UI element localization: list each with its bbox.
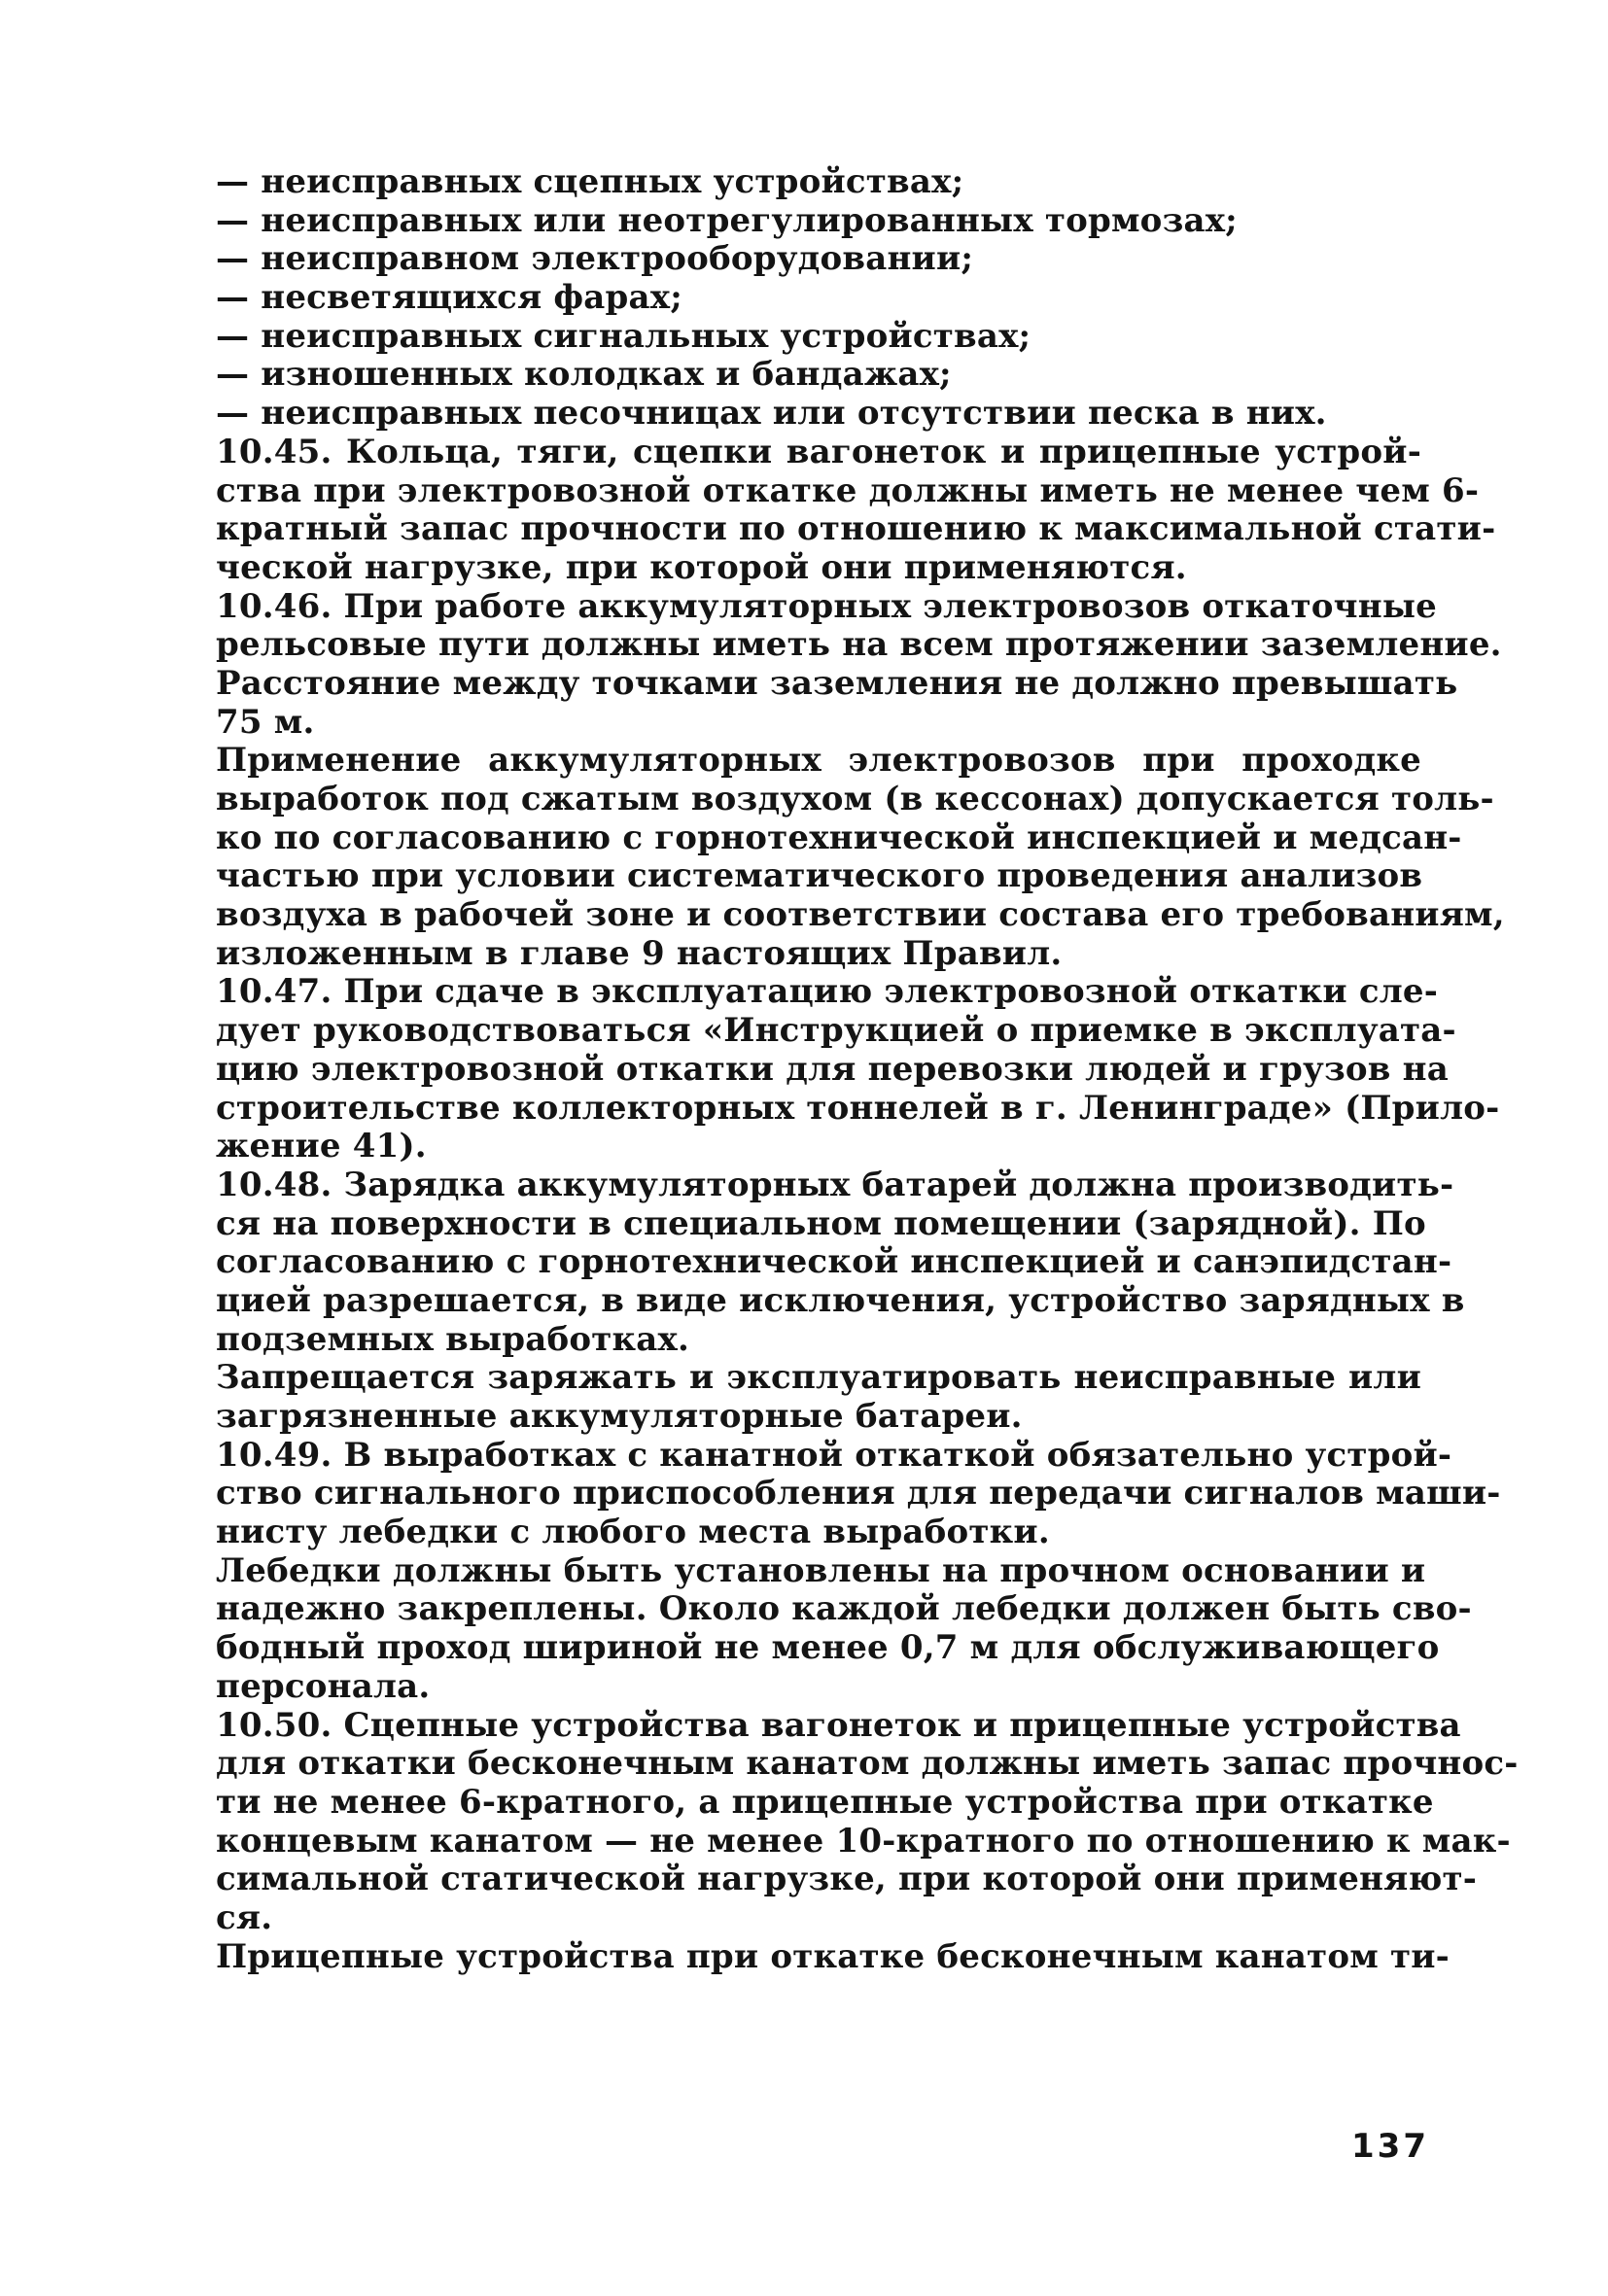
text-line: — неисправных сигнальных устройствах; bbox=[216, 316, 1031, 356]
text-line: рельсовые пути должны иметь на всем протяжении заземление. bbox=[216, 625, 1502, 665]
text-line: персонала. bbox=[216, 1666, 431, 1706]
text-line: выработок под сжатым воздухом (в кессонах) допускается толь- bbox=[216, 780, 1494, 818]
text-line: ся на поверхности в специальном помещении (зарядной). По bbox=[216, 1203, 1426, 1243]
text-line: нисту лебедки с любого места выработки. bbox=[216, 1513, 1050, 1552]
text-line: загрязненные аккумуляторные батареи. bbox=[216, 1397, 1023, 1436]
text-line: для откатки бесконечным канатом должны иметь запас прочнос- bbox=[216, 1744, 1519, 1784]
section-10-50-heading-line: 10.50. Сцепные устройства вагонеток и прицепные устройства bbox=[216, 1705, 1461, 1745]
text-line: — неисправных сцепных устройствах; bbox=[216, 162, 964, 201]
section-10-46-heading-line: 10.46. При работе аккумуляторных электровозов откаточные bbox=[216, 586, 1437, 626]
text-line: Лебедки должны быть установлены на прочном основании и bbox=[216, 1550, 1426, 1590]
text-line: Запрещается заряжать и эксплуатировать неисправные или bbox=[216, 1358, 1421, 1398]
page-number: 137 bbox=[1351, 2127, 1429, 2166]
text-line: цию электровозной откатки для перевозки людей и грузов на bbox=[216, 1049, 1449, 1089]
text-line: надежно закреплены. Около каждой лебедки должен быть сво- bbox=[216, 1589, 1472, 1629]
text-line: дует руководствоваться «Инструкцией о приемке в эксплуата- bbox=[216, 1011, 1456, 1051]
text-line: жение 41). bbox=[216, 1127, 427, 1166]
text-line: — неисправных или неотрегулированных тормозах; bbox=[216, 200, 1238, 240]
text-line: — неисправном электрооборудовании; bbox=[216, 239, 974, 279]
text-line: кратный запас прочности по отношению к максимальной стати- bbox=[216, 509, 1496, 549]
section-10-47-heading-line: 10.47. При сдаче в эксплуатацию электровозной откатки сле- bbox=[216, 972, 1439, 1012]
text-line: частью при условии систематического проведения анализов bbox=[216, 856, 1423, 896]
text-line: цией разрешается, в виде исключения, устройство зарядных в bbox=[216, 1280, 1465, 1320]
text-line: 75 м. bbox=[216, 702, 315, 742]
section-10-45-heading-line: 10.45. Кольца, тяги, сцепки вагонеток и прицепные устрой- bbox=[216, 432, 1421, 471]
text-line: симальной статической нагрузке, при которой они применяют- bbox=[216, 1860, 1478, 1899]
text-line: ти не менее 6-кратного, а прицепные устройства при откатке bbox=[216, 1782, 1434, 1822]
section-10-48-heading-line: 10.48. Зарядка аккумуляторных батарей должна производить- bbox=[216, 1165, 1454, 1204]
text-line: строительстве коллекторных тоннелей в г. Ленинграде» (Прило- bbox=[216, 1088, 1500, 1128]
text-line: согласованию с горнотехнической инспекцией и санэпидстан- bbox=[216, 1242, 1452, 1282]
text-line: концевым канатом — не менее 10-кратного по отношению к мак- bbox=[216, 1821, 1511, 1861]
text-line: ческой нагрузке, при которой они применяются. bbox=[216, 547, 1187, 587]
text-line: Расстояние между точками заземления не должно превышать bbox=[216, 663, 1458, 703]
text-line: подземных выработках. bbox=[216, 1319, 689, 1359]
text-line: Применение аккумуляторных электровозов при проходке bbox=[216, 741, 1421, 781]
text-line: ся. bbox=[216, 1897, 273, 1937]
text-line: бодный проход шириной не менее 0,7 м для обслуживающего bbox=[216, 1628, 1440, 1668]
section-10-49-heading-line: 10.49. В выработках с канатной откаткой обязательно устрой- bbox=[216, 1435, 1452, 1475]
text-line: — несветящихся фарах; bbox=[216, 278, 682, 318]
text-line: ство сигнального приспособления для передачи сигналов маши- bbox=[216, 1474, 1501, 1513]
text-line: ко по согласованию с горнотехнической инспекцией и медсан- bbox=[216, 818, 1462, 857]
text-line: изложенным в главе 9 настоящих Правил. bbox=[216, 933, 1063, 973]
text-line: — изношенных колодках и бандажах; bbox=[216, 355, 952, 395]
text-line: ства при электровозной откатке должны иметь не менее чем 6- bbox=[216, 470, 1480, 510]
page-body-text bbox=[216, 162, 1519, 1976]
text-line: воздуха в рабочей зоне и соответствии состава его требованиям, bbox=[216, 895, 1505, 935]
text-line: Прицепные устройства при откатке бесконечным канатом ти- bbox=[216, 1936, 1450, 1976]
text-line: — неисправных песочницах или отсутствии песка в них. bbox=[216, 394, 1327, 434]
